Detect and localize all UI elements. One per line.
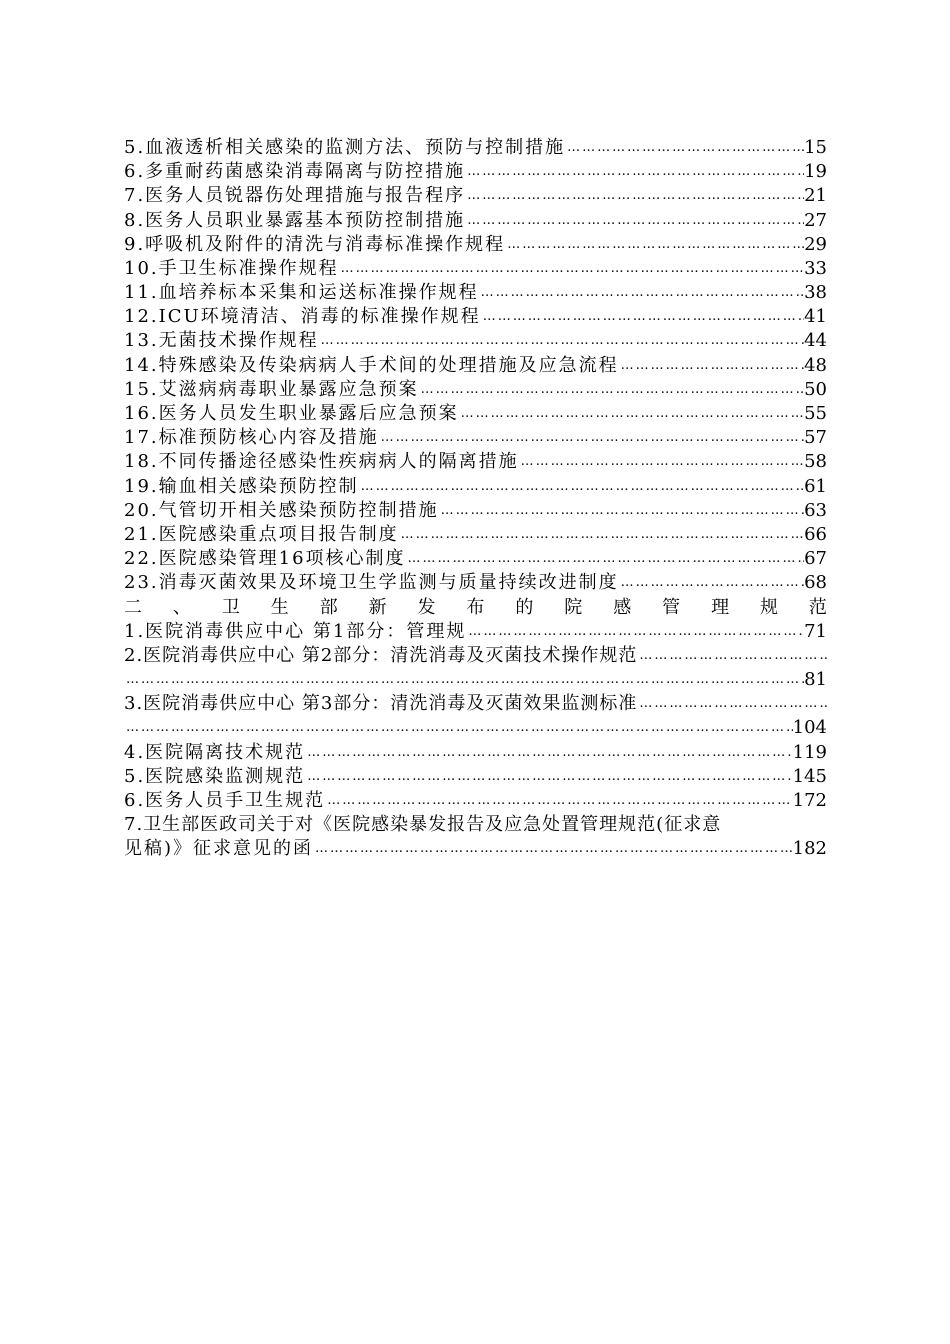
toc-entry-page: 27 bbox=[804, 209, 827, 231]
toc-entry-title: 4.医院隔离技术规范 bbox=[124, 741, 306, 763]
toc-leader-dots bbox=[339, 257, 804, 281]
toc-entry-page: 55 bbox=[804, 403, 827, 425]
toc-entry[interactable] bbox=[124, 499, 827, 523]
toc-entry-page: 182 bbox=[792, 838, 827, 860]
toc-entry-page: 81 bbox=[804, 669, 827, 691]
toc-entry[interactable] bbox=[124, 257, 827, 281]
toc-entry-line bbox=[124, 717, 827, 741]
toc-main-entries bbox=[124, 136, 827, 596]
section-heading-char: 部 bbox=[319, 596, 338, 618]
toc-entry-page: 29 bbox=[804, 233, 827, 255]
toc-leader-dots bbox=[619, 354, 804, 378]
toc-entry-title: 14.特殊感染及传染病病人手术间的处理措施及应急流程 bbox=[124, 354, 619, 376]
toc-entry-page: 66 bbox=[804, 523, 827, 545]
toc-entry[interactable] bbox=[124, 184, 827, 208]
toc-entry-page: 33 bbox=[804, 257, 827, 279]
toc-entry-page: 119 bbox=[792, 741, 827, 763]
toc-leader-dots bbox=[124, 717, 793, 741]
toc-entry-title: 17.标准预防核心内容及措施 bbox=[124, 427, 379, 449]
toc-leader-dots bbox=[406, 547, 805, 571]
toc-entry[interactable] bbox=[124, 741, 827, 765]
toc-entry[interactable] bbox=[124, 765, 827, 789]
toc-entry-page: 38 bbox=[804, 282, 827, 304]
toc-entry[interactable] bbox=[124, 402, 827, 426]
toc-entry[interactable] bbox=[124, 233, 827, 257]
toc-entry-title: 9.呼吸机及附件的清洗与消毒标准操作规程 bbox=[124, 233, 506, 255]
toc-leader-dots bbox=[505, 233, 804, 257]
section-heading-char: 新 bbox=[368, 596, 387, 618]
toc-entry[interactable] bbox=[124, 547, 827, 571]
toc-entry[interactable] bbox=[124, 571, 827, 595]
toc-entry-title: 10.手卫生标准操作规程 bbox=[124, 257, 339, 279]
toc-entry-page: 104 bbox=[792, 717, 827, 739]
section-heading-char: 生 bbox=[270, 596, 289, 618]
toc-leader-dots bbox=[519, 450, 804, 474]
toc-entry-page: 145 bbox=[792, 765, 827, 787]
section-heading-char: 感 bbox=[613, 596, 632, 618]
toc-entry[interactable] bbox=[124, 160, 827, 184]
toc-entry-title: 6.多重耐药菌感染消毒隔离与防控措施 bbox=[124, 161, 466, 183]
toc-leader-dots bbox=[399, 523, 804, 547]
toc-entry-page: 41 bbox=[804, 306, 827, 328]
toc-entry-page: 71 bbox=[804, 620, 827, 642]
toc-entry-page: 19 bbox=[804, 161, 827, 183]
section-heading-char: 规 bbox=[759, 596, 778, 618]
toc-leader-dots bbox=[565, 136, 804, 160]
toc-leader-dots bbox=[637, 644, 827, 668]
toc-leader-dots bbox=[319, 330, 804, 354]
section-heading-char: 发 bbox=[417, 596, 436, 618]
toc-entry-title: 20.气管切开相关感染预防控制措施 bbox=[124, 499, 439, 521]
toc-leader-dots bbox=[325, 789, 792, 813]
toc-entry[interactable] bbox=[124, 620, 827, 644]
section-heading[interactable] bbox=[124, 596, 827, 620]
toc-entry-title: 5.医院感染监测规范 bbox=[124, 765, 306, 787]
section-heading-char: 布 bbox=[466, 596, 485, 618]
toc-leader-dots bbox=[479, 281, 804, 305]
toc-leader-dots bbox=[466, 620, 804, 644]
toc-leader-dots bbox=[305, 741, 792, 765]
toc-leader-dots bbox=[459, 402, 804, 426]
toc-entry-page: 67 bbox=[804, 548, 827, 570]
toc-leader-dots bbox=[379, 426, 804, 450]
toc-entry-page: 44 bbox=[804, 330, 827, 352]
toc-leader-dots bbox=[465, 160, 804, 184]
toc-entry-page: 21 bbox=[804, 185, 827, 207]
toc-entry-title: 7.医务人员锐器伤处理措施与报告程序 bbox=[124, 185, 466, 207]
toc-entry[interactable] bbox=[124, 330, 827, 354]
toc-entry-title: 19.输血相关感染预防控制 bbox=[124, 475, 359, 497]
toc-entry-title: 2.医院消毒供应中心 第2部分：清洗消毒及灭菌技术操作规范 bbox=[124, 644, 638, 666]
toc-entry-page: 68 bbox=[804, 572, 827, 594]
section-heading-char: 范 bbox=[808, 596, 827, 618]
toc-entry[interactable] bbox=[124, 136, 827, 160]
toc-leader-dots bbox=[481, 305, 804, 329]
toc-entry-title: 21.医院感染重点项目报告制度 bbox=[124, 523, 399, 545]
toc-entry[interactable] bbox=[124, 523, 827, 547]
toc-leader-dots bbox=[465, 209, 804, 233]
toc-entry-title: 3.医院消毒供应中心 第3部分：清洗消毒及灭菌效果监测标准 bbox=[124, 693, 638, 715]
toc-entry-title: 13.无菌技术操作规程 bbox=[124, 330, 319, 352]
toc-entry-title: 6.医务人员手卫生规范 bbox=[124, 790, 326, 812]
toc-entry[interactable] bbox=[124, 209, 827, 233]
toc-entry-page: 58 bbox=[804, 451, 827, 473]
table-of-contents bbox=[124, 136, 827, 862]
toc-entry-line bbox=[124, 837, 827, 861]
toc-leader-dots bbox=[419, 378, 804, 402]
toc-entry-title: 1.医院消毒供应中心 第1部分：管理规 bbox=[124, 620, 467, 642]
toc-entry-page: 50 bbox=[804, 378, 827, 400]
toc-entry-line bbox=[124, 668, 827, 692]
toc-leader-dots bbox=[305, 765, 792, 789]
toc-entry[interactable] bbox=[124, 475, 827, 499]
toc-entry[interactable] bbox=[124, 789, 827, 813]
toc-leader-dots bbox=[313, 837, 793, 861]
toc-entry-title: 11.血培养标本采集和运送标准操作规程 bbox=[124, 282, 479, 304]
toc-entry-title: 15.艾滋病病毒职业暴露应急预案 bbox=[124, 378, 419, 400]
toc-entry-line bbox=[124, 692, 827, 716]
toc-entry-page: 63 bbox=[804, 499, 827, 521]
section-heading-char: 管 bbox=[662, 596, 681, 618]
toc-entry-title: 见稿)》征求意见的函 bbox=[124, 838, 314, 860]
toc-entry-multiline[interactable] bbox=[124, 813, 827, 861]
toc-leader-dots bbox=[124, 668, 804, 692]
section-heading-char: 理 bbox=[711, 596, 730, 618]
section-heading-char: 卫 bbox=[221, 596, 240, 618]
toc-entry-title: 12.ICU环境清洁、消毒的标准操作规程 bbox=[124, 306, 481, 328]
toc-entry[interactable] bbox=[124, 450, 827, 474]
section-heading-char: 的 bbox=[515, 596, 534, 618]
toc-leader-dots bbox=[465, 184, 804, 208]
toc-entry-title: 23.消毒灭菌效果及环境卫生学监测与质量持续改进制度 bbox=[124, 572, 619, 594]
toc-entry-title: 8.医务人员职业暴露基本预防控制措施 bbox=[124, 209, 466, 231]
toc-entry-page: 172 bbox=[792, 790, 827, 812]
toc-entry-title: 22.医院感染管理16项核心制度 bbox=[124, 548, 406, 570]
toc-entry[interactable] bbox=[124, 426, 827, 450]
toc-leader-dots bbox=[637, 692, 827, 716]
toc-leader-dots bbox=[439, 499, 804, 523]
toc-leader-dots bbox=[359, 475, 804, 499]
toc-entry-title: 7.卫生部医政司关于对《医院感染暴发报告及应急处置管理规范(征求意 bbox=[124, 814, 722, 836]
toc-entry-title: 5.血液透析相关感染的监测方法、预防与控制措施 bbox=[124, 136, 566, 158]
section-heading-char: 、 bbox=[172, 596, 191, 618]
section-heading-char: 院 bbox=[564, 596, 583, 618]
toc-entry-page: 15 bbox=[804, 136, 827, 158]
toc-entry-page: 61 bbox=[804, 475, 827, 497]
toc-entry-page: 57 bbox=[804, 427, 827, 449]
toc-entry-line bbox=[124, 644, 827, 668]
toc-entry-multiline[interactable] bbox=[124, 644, 827, 692]
toc-leader-dots bbox=[619, 571, 804, 595]
toc-entry[interactable] bbox=[124, 378, 827, 402]
section-heading-char: 二 bbox=[124, 596, 142, 618]
toc-entry-title: 18.不同传播途径感染性疾病病人的隔离措施 bbox=[124, 451, 519, 473]
toc-entry-page: 48 bbox=[804, 354, 827, 376]
toc-entry[interactable] bbox=[124, 354, 827, 378]
toc-entry[interactable] bbox=[124, 305, 827, 329]
toc-entry-title: 16.医务人员发生职业暴露后应急预案 bbox=[124, 403, 459, 425]
toc-entry[interactable] bbox=[124, 281, 827, 305]
toc-entry-multiline[interactable] bbox=[124, 692, 827, 740]
